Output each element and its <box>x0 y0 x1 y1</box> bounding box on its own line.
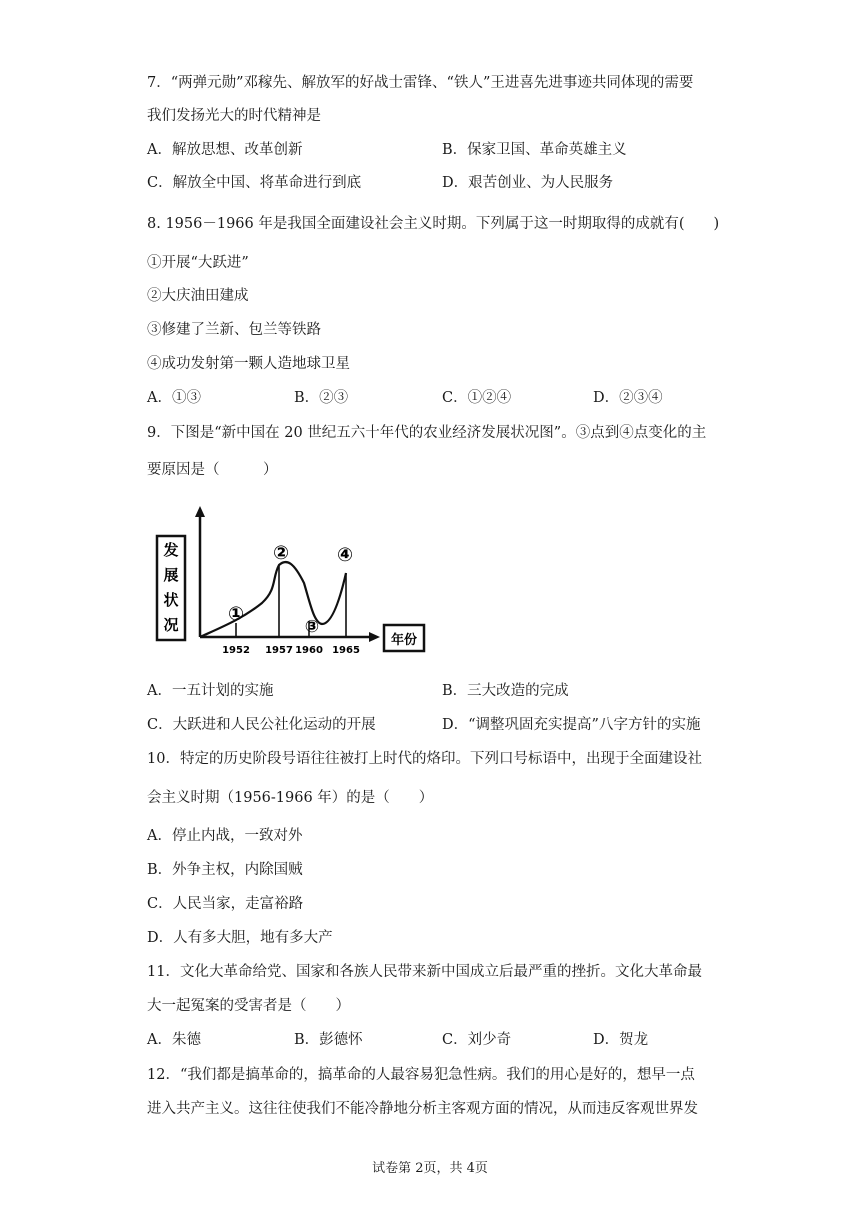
chart-xlabel: 年份 <box>390 633 418 648</box>
q11-stem-line2: 大一起冤案的受害者是（ ） <box>147 998 350 1014</box>
q8-item-1: ①开展“大跃进” <box>147 255 249 271</box>
chart-x-arrow <box>369 632 380 642</box>
q11-stem-line1: 11．文化大革命给党、国家和各族人民带来新中国成立后最严重的挫折。文化大革命最 <box>147 964 702 980</box>
chart-ylabel-char-1: 发 <box>163 541 179 559</box>
q12-stem-line1: 12．“我们都是搞革命的，搞革命的人最容易犯急性病。我们的用心是好的，想早一点 <box>147 1067 695 1083</box>
q9-option-d: D．“调整巩固充实提高”八字方针的实施 <box>442 717 701 733</box>
q8-option-a: A．①③ <box>147 390 201 406</box>
q10-option-d: D．人有多大胆，地有多大产 <box>147 930 333 946</box>
chart-tick-1952: 1952 <box>222 645 250 656</box>
q7-stem-line1: 7．“两弹元勋”邓稼先、解放军的好战士雷锋、“铁人”王进喜先进事迹共同体现的需要 <box>147 75 694 91</box>
q10-option-a: A．停止内战，一致对外 <box>147 828 303 844</box>
q8-option-b: B．②③ <box>294 390 349 406</box>
agri-economy-chart <box>152 503 432 663</box>
q11-option-a: A．朱德 <box>147 1032 201 1048</box>
chart-tick-1965: 1965 <box>332 645 360 656</box>
chart-y-arrow <box>195 506 205 517</box>
chart-point-4: ④ <box>336 544 354 566</box>
q12-stem-line2: 进入共产主义。这往往使我们不能冷静地分析主客观方面的情况，从而违反客观世界发 <box>147 1101 698 1117</box>
chart-ylabel-char-3: 状 <box>163 591 179 609</box>
chart-tick-1960: 1960 <box>295 645 323 656</box>
q8-item-3: ③修建了兰新、包兰等铁路 <box>147 322 321 338</box>
q8-stem: 8. 1956－1966 年是我国全面建设社会主义时期。下列属于这一时期取得的成就有( ) <box>147 216 720 232</box>
q9-option-c: C．大跃进和人民公社化运动的开展 <box>147 717 376 733</box>
chart-ylabel-char-4: 况 <box>163 616 179 634</box>
q7-option-d: D．艰苦创业、为人民服务 <box>442 175 614 191</box>
q10-stem-line2: 会主义时期（1956-1966 年）的是（ ） <box>147 790 434 806</box>
q8-item-2: ②大庆油田建成 <box>147 288 249 304</box>
page-footer: 试卷第 2页，共 4页 <box>372 1161 488 1176</box>
chart-ylabel-char-2: 展 <box>163 566 179 584</box>
chart-point-2: ② <box>272 542 290 564</box>
chart-tick-1957: 1957 <box>265 645 293 656</box>
chart-curve <box>200 562 346 637</box>
q9-option-a: A．一五计划的实施 <box>147 683 274 699</box>
q10-option-c: C．人民当家，走富裕路 <box>147 896 304 912</box>
q8-option-c: C．①②④ <box>442 390 512 406</box>
q9-option-b: B．三大改造的完成 <box>442 683 569 699</box>
q11-option-c: C．刘少奇 <box>442 1032 512 1048</box>
q7-option-a: A．解放思想、改革创新 <box>147 142 303 158</box>
q7-option-c: C．解放全中国、将革命进行到底 <box>147 175 362 191</box>
q7-option-b: B．保家卫国、革命英雄主义 <box>442 142 627 158</box>
chart-point-1: ① <box>227 603 245 625</box>
q8-option-d: D．②③④ <box>593 390 663 406</box>
q9-stem-line1: 9．下图是“新中国在 20 世纪五六十年代的农业经济发展状况图”。③点到④点变化的主 <box>147 425 707 441</box>
q11-option-d: D．贺龙 <box>593 1032 649 1048</box>
q8-item-4: ④成功发射第一颗人造地球卫星 <box>147 356 350 372</box>
q10-stem-line1: 10．特定的历史阶段号语往往被打上时代的烙印。下列口号标语中，出现于全面建设社 <box>147 751 702 767</box>
chart-point-3: ③ <box>304 617 320 637</box>
q9-stem-line2: 要原因是（ ） <box>147 462 278 478</box>
q7-stem-line2: 我们发扬光大的时代精神是 <box>147 108 321 124</box>
q11-option-b: B．彭德怀 <box>294 1032 363 1048</box>
q10-option-b: B．外争主权，内除国贼 <box>147 862 303 878</box>
